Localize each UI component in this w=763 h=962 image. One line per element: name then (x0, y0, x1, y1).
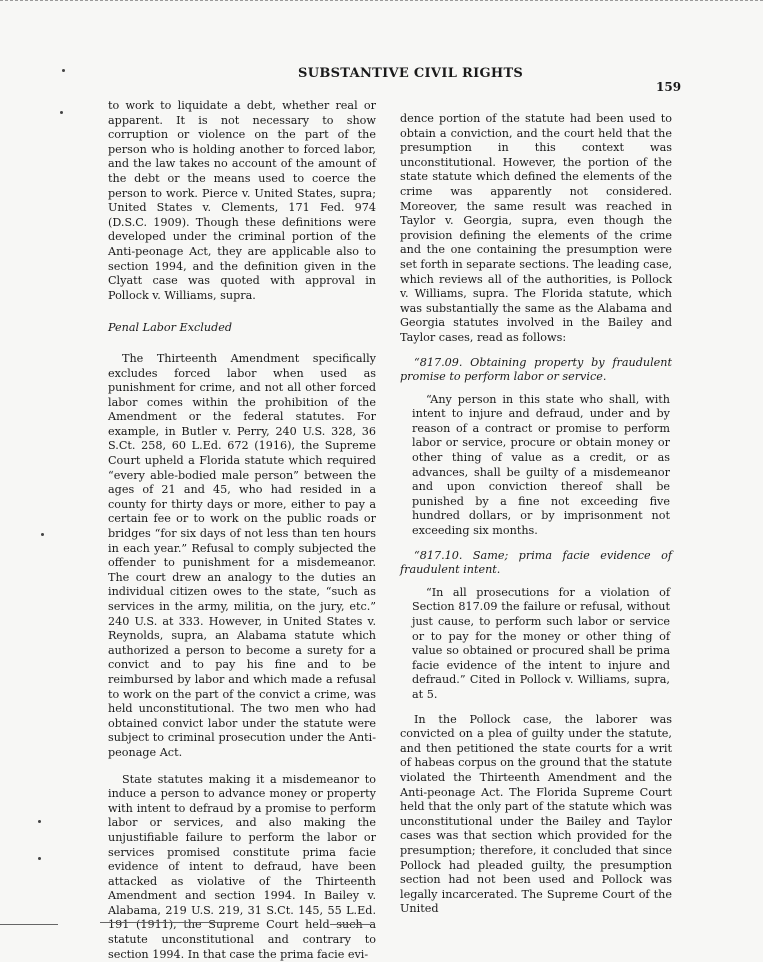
paragraph: to work to liquidate a debt, whether real or apparent. It is not necessary to show corruption or violence on the part of the person who is holding another to forced labor, and the law takes no account of the amount of the debt or the means used to coerce the person to work. Pierce v. United States, supra; United States v. Clements, 171 Fed. 974 (D.S.C. 1909). Though these definitions were developed under the criminal portion of the Anti-peonage Act, they are applicable also to section 1994, and the definition given in the Clyatt case was quoted with approval in Pollock v. Williams, supra. (108, 99, 376, 302)
section-heading: Penal Labor Excluded (108, 321, 233, 335)
statute-heading: “817.09. Obtaining property by fraudulent promise to perform labor or service. (400, 355, 672, 384)
margin-mark (60, 111, 63, 114)
page-number: 159 (656, 80, 682, 94)
margin-mark (62, 69, 65, 72)
block-quote (412, 586, 670, 703)
statute-heading: “817.10. Same; prima facie evidence of fraudulent intent. (400, 548, 672, 577)
margin-mark (41, 533, 44, 536)
left-column (108, 99, 376, 962)
running-header: SUBSTANTIVE CIVIL RIGHTS (298, 66, 524, 81)
paragraph: dence portion of the statute had been used to obtain a conviction, and the court held that the presumption in this context was unconstitutional. However, the portion of the state statute which defined the elements of the crime was apparently not considered. Moreover, the same result was reached in Taylor v. Georgia, supra, even though the provision defining the elements of the crime and the one containing the presumption were set forth in separate sections. The leading case, which reviews all of the authorities, is Pollock v. Williams, supra. The Florida statute, which was substantially the same as the Alabama and Georgia statutes involved in the Bailey and Taylor cases, read as follows: (400, 112, 672, 344)
right-column (400, 112, 672, 917)
bottom-edge-line (0, 924, 58, 925)
statute-text: “In all prosecutions for a violation of Section 817.09 the failure or refusal, without just cause, to perform such labor or service or to pay for the money or other thing of value so obtained or procured shall be prima facie evidence of the intent to injure and defraud.” Cited in Pollock v. Williams, supra, at 5. (412, 585, 670, 701)
bottom-edge-line (330, 924, 370, 925)
block-quote (412, 393, 670, 539)
statute-text: “Any person in this state who shall, with intent to injure and defraud, under and by reason of a contract or promise to perform labor or service, procure or obtain money or other thing of value as a credit, or as advances, shall be guilty of a misdemeanor and upon conviction thereof shall be punished by a fine not exceeding five hundred dollars, or by imprisonment not exceeding six months. (412, 392, 670, 538)
page-top-edge (0, 0, 763, 1)
margin-mark (38, 857, 41, 860)
margin-mark (38, 820, 41, 823)
bottom-edge-line (100, 922, 230, 923)
paragraph: In the Pollock case, the laborer was convicted on a plea of guilty under the statute, and then petitioned the state courts for a writ of habeas corpus on the ground that the statute violated the Thirteenth Amendment and the Anti-peonage Act. The Florida Supreme Court held that the only part of the statute which was unconstitutional under the Bailey and Taylor cases was that section which provided for the presumption; therefore, it concluded that since Pollock had pleaded guilty, the presumption section had not been used and Pollock was legally incarcerated. The Supreme Court of the United (400, 712, 672, 916)
paragraph: State statutes making it a misdemeanor to induce a person to advance money or property with intent to defraud by a promise to perform labor or services, and also making the unjustifiable failure to perform the labor or services promised constitute prima facie evidence of intent to defraud, have been attacked as violative of the Thirteenth Amendment and section 1994. In Bailey v. Alabama, 219 U.S. 219, 31 S.Ct. 145, 55 L.Ed. 191 (1911), the Supreme Court held such a statute unconstitutional and contrary to section 1994. In that case the prima facie evi- (108, 772, 376, 961)
paragraph: The Thirteenth Amendment specifically excludes forced labor when used as punishment for crime, and not all other forced labor comes within the prohibition of the Amendment or the federal statutes. For example, in Butler v. Perry, 240 U.S. 328, 36 S.Ct. 258, 60 L.Ed. 672 (1916), the Supreme Court upheld a Florida statute which required “every able-bodied male person” between the ages of 21 and 45, who had resided in a county for thirty days or more, either to pay a certain fee or to work on the public roads or bridges “for six days of not less than ten hours in each year.” Refusal to comply subjected the offender to punishment for a misdemeanor. The court drew an analogy to the duties an individual citizen owes to the state, “such as services in the army, militia, on the jury, etc.” 240 U.S. at 333. However, in United States v. Reynolds, supra, an Alabama statute which authorized a person to become a surety for a convict and to pay his fine and to be reimbursed by labor and which made a refusal to work on the part of the convict a crime, was held unconstitutional. The two men who had obtained convict labor under the statute were subject to criminal prosecution under the Anti-peonage Act. (108, 351, 376, 759)
